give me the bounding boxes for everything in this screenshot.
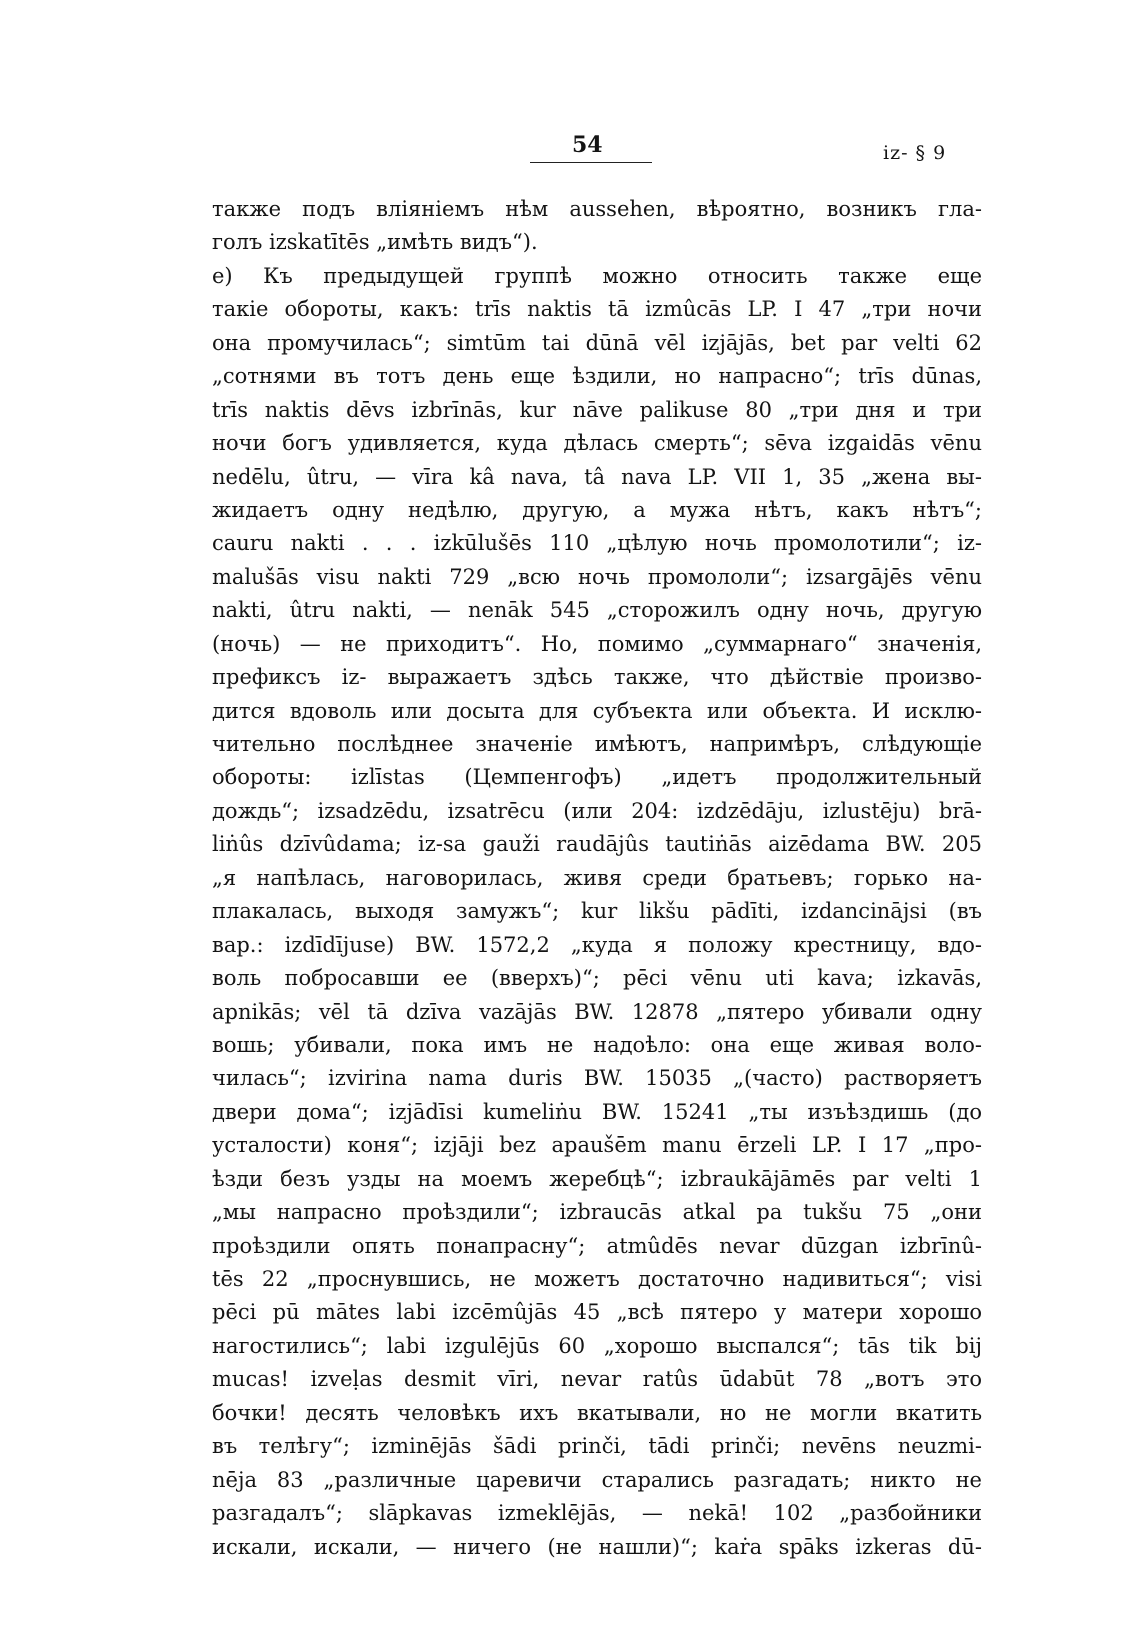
text-line: trīs naktis dēvs izbrīnās, kur nāve palikuse 80 „три дня и три (212, 397, 982, 422)
page-number: 54 (572, 132, 603, 158)
text-line: apnikās; vēl tā dzīva vazājās BW. 12878 „пятеро убивали одну (212, 999, 982, 1024)
text-line: mucas! izveḷas desmit vīri, nevar ratûs ūdabūt 78 „вотъ это (212, 1367, 982, 1392)
text-line: такіе обороты, какъ: trīs naktis tā izmûcās LP. I 47 „три ночи (212, 297, 982, 322)
text-line: воль побросавши ее (вверхъ)“; pēci vēnu uti kava; izkavās, (212, 966, 982, 991)
text-line: liṅûs dzīvûdama; iz-sa gauži raudājûs tautiṅās aizēdama BW. 205 (212, 832, 982, 857)
text-line: префиксъ iz- выражаетъ здѣсь также, что дѣйствіе произво- (212, 665, 982, 690)
text-line: „сотнями въ тотъ день еще ѣздили, но напрасно“; trīs dūnas, (212, 364, 982, 389)
text-line: двери дома“; izjādīsi kumeliṅu BW. 15241 „ты изъѣздишь (до (212, 1099, 982, 1124)
text-line: ѣзди безъ узды на моемъ жеребцѣ“; izbraukājāmēs par velti 1 (212, 1166, 982, 1191)
text-line: nēja 83 „различные царевичи старались разгадать; никто не (212, 1467, 982, 1492)
text-line: проѣздили опять понапрасну“; atmûdēs nevar dūzgan izbrīnû- (212, 1233, 982, 1258)
text-line: разгадалъ“; slāpkavas izmeklējās, — nekā! 102 „разбойники (212, 1501, 982, 1526)
text-line: жидаетъ одну недѣлю, другую, а мужа нѣтъ, какъ нѣтъ“; (212, 497, 982, 522)
text-line: cauru nakti . . . izkūlušēs 110 „цѣлую ночь промолотили“; iz- (212, 531, 982, 556)
text-line: также подъ вліяніемъ нѣм aussehen, вѣроятно, возникъ гла- (212, 197, 982, 221)
text-line: дождь“; izsadzēdu, izsatrēcu (или 204: izdzēdāju, izlustēju) brā- (212, 798, 982, 823)
text-line: tēs 22 „проснувшись, не можетъ достаточно надивиться“; visi (212, 1267, 982, 1291)
text-line: въ телѣгу“; izminējās šādi prinči, tādi prinči; nevēns neuzmi- (212, 1434, 982, 1459)
text-line: она промучилась“; simtūm tai dūnā vēl izjājās, bet par velti 62 (212, 330, 982, 355)
text-line: нагостились“; labi izgulējūs 60 „хорошо выспался“; tās tik bij (212, 1333, 982, 1358)
text-line: е) Къ предыдущей группѣ можно относить также еще (212, 263, 982, 288)
text-line: вар.: izdīdījuse) BW. 1572,2 „куда я положу крестницу, вдо- (212, 932, 982, 957)
text-line: искали, искали, — ничего (не нашли)“; kaṙa spāks izkeras dū- (212, 1534, 982, 1559)
page-header (200, 132, 990, 172)
text-line: обороты: izlīstas (Цемпенгофъ) „идетъ продолжительный (212, 765, 982, 790)
body-text (212, 193, 982, 1564)
text-line: вошь; убивали, пока имъ не надоѣло: она еще живая воло- (212, 1032, 982, 1057)
text-line: „мы напрасно проѣздили“; izbraucās atkal pa tukšu 75 „они (212, 1200, 982, 1225)
text-line: усталости) коня“; izjāji bez apaušēm manu ērzeli LP. I 17 „про- (212, 1133, 982, 1158)
text-line: чительно послѣднее значеніе имѣютъ, напримѣръ, слѣдующіе (212, 732, 982, 756)
running-head: iz- § 9 (883, 142, 947, 164)
text-line: nedēlu, ûtru, — vīra kâ nava, tâ nava LP. VII 1, 35 „жена вы- (212, 464, 982, 489)
text-line: ночи богъ удивляется, куда дѣлась смерть“; sēva izgaidās vēnu (212, 431, 982, 456)
text-line: бочки! десять человѣкъ ихъ вкатывали, но не могли вкатить (212, 1400, 982, 1425)
text-line: (ночь) — не приходитъ“. Но, помимо „суммарнаго“ значенія, (212, 631, 982, 656)
text-line: pēci pū mātes labi izcēmûjās 45 „всѣ пятеро у матери хорошо (212, 1300, 982, 1325)
text-line: плакалась, выходя замужъ“; kur likšu pādīti, izdancinājsi (въ (212, 899, 982, 924)
text-line: чилась“; izvirina nama duris BW. 15035 „(часто) растворяетъ (212, 1066, 982, 1091)
text-line: nakti, ûtru nakti, — nenāk 545 „сторожилъ одну ночь, другую (212, 598, 982, 623)
text-line: голъ izskatītēs „имѣть видъ“). (212, 230, 538, 255)
header-rule (530, 162, 652, 163)
text-line: malušās visu nakti 729 „всю ночь промололи“; izsargājēs vēnu (212, 564, 982, 589)
text-line: „я напѣлась, наговорилась, живя среди братьевъ; горько на- (212, 865, 982, 890)
text-line: дится вдоволь или досыта для субъекта или объекта. И исклю- (212, 698, 982, 723)
